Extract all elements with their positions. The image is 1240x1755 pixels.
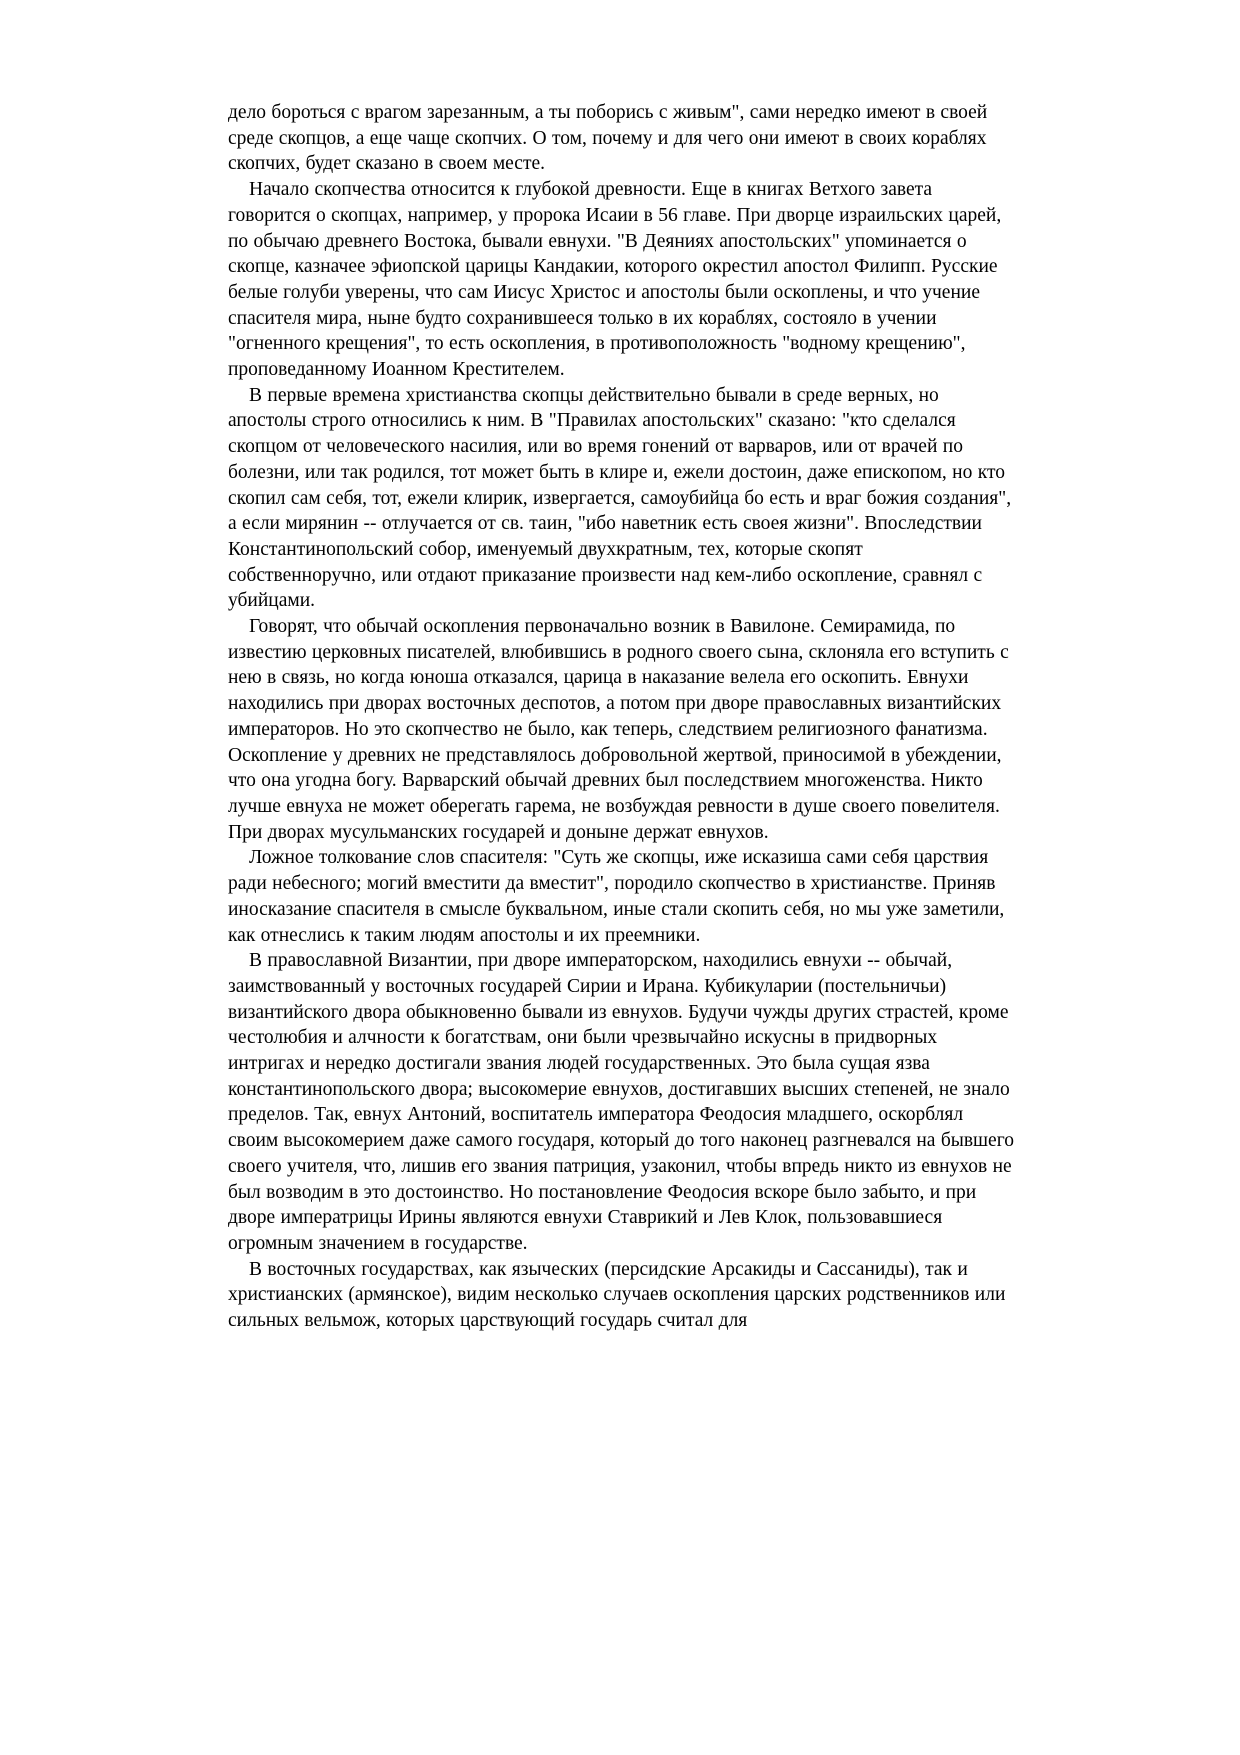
- paragraph: Говорят, что обычай оскопления первоначально возник в Вавилоне. Семирамида, по известию церковных писателей, влюбившись в родного своего сына, склоняла его вступить с нею в связь, но когда юноша отказался, царица в наказание велела его оскопить. Евнухи находились при дворах восточных деспотов, а потом при дворе православных византийских императоров. Но это скопчество не было, как теперь, следствием религиозного фанатизма. Оскопление у древних не представлялось добровольной жертвой, приносимой в убеждении, что она угодна богу. Варварский обычай древних был последствием многоженства. Никто лучше евнуха не может оберегать гарема, не возбуждая ревности в душе своего повелителя. При дворах мусульманских государей и доныне держат евнухов.: [228, 616, 1009, 843]
- paragraph: Ложное толкование слов спасителя: "Суть же скопцы, иже исказиша сами себя царствия ради небесного; могий вместити да вместит", породило скопчество в христианстве. Приняв иносказание спасителя в смысле буквальном, иные стали скопить себя, но мы уже заметили, как отнеслись к таким людям апостолы и их преемники.: [228, 847, 1005, 946]
- paragraph: В восточных государствах, как языческих (персидские Арсакиды и Сассаниды), так и христианских (армянское), видим несколько случаев оскопления царских родственников или сильных вельмож, которых царствующий государь считал для: [228, 1258, 1006, 1332]
- paragraph: дело бороться с врагом зарезанным, а ты поборись с живым", сами нередко имеют в своей среде скопцов, а еще чаще скопчих. О том, почему и для чего они имеют в своих кораблях скопчих, будет сказано в своем месте.: [228, 102, 988, 175]
- paragraph: В первые времена христианства скопцы действительно бывали в среде верных, но апостолы строго относились к ним. В "Правилах апостольских" сказано: "кто сделался скопцом от человеческого насилия, или во время гонений от варваров, или от врачей по болезни, или так родился, тот может быть в клире и, ежели достоин, даже епископом, но кто скопил сам себя, тот, ежели клирик, извергается, самоубийца бо есть и враг божия создания", а если мирянин -- отлучается от св. таин, "ибо наветник есть своея жизни". Впоследствии Константинопольский собор, именуемый двухкратным, тех, которые скопят собственноручно, или отдают приказание произвести над кем-либо оскопление, сравнял с убийцами.: [228, 384, 1012, 612]
- paragraph: В православной Византии, при дворе императорском, находились евнухи -- обычай, заимствованный у восточных государей Сирии и Ирана. Кубикуларии (постельничьи) византийского двора обыкновенно бывали из евнухов. Будучи чужды других страстей, кроме честолюбия и алчности к богатствам, они были чрезвычайно искусны в придворных интригах и нередко достигали звания людей государственных. Это была сущая язва константинопольского двора; высокомерие евнухов, достигавших высших степеней, не знало пределов. Так, евнух Антоний, воспитатель императора Феодосия младшего, оскорблял своим высокомерием даже самого государя, который до того наконец разгневался на бывшего своего учителя, что, лишив его звания патриция, узаконил, чтобы впредь никто из евнухов не был возводим в это достоинство. Но постановление Феодосия вскоре было забыто, и при дворе императрицы Ирины являются евнухи Ставрикий и Лев Клок, пользовавшиеся огромным значением в государстве.: [228, 950, 1014, 1254]
- text-block: [228, 100, 1015, 1334]
- paragraph: Начало скопчества относится к глубокой древности. Еще в книгах Ветхого завета говорится о скопцах, например, у пророка Исаии в 56 главе. При дворце израильских царей, по обычаю древнего Востока, бывали евнухи. "В Деяниях апостольских" упоминается о скопце, казначее эфиопской царицы Кандакии, которого окрестил апостол Филипп. Русские белые голуби уверены, что сам Иисус Христос и апостолы были оскоплены, и что учение спасителя мира, ныне будто сохранившееся только в их кораблях, состояло в учении "огненного крещения", то есть оскопления, в противоположность "водному крещению", проповеданному Иоанном Крестителем.: [228, 179, 1002, 381]
